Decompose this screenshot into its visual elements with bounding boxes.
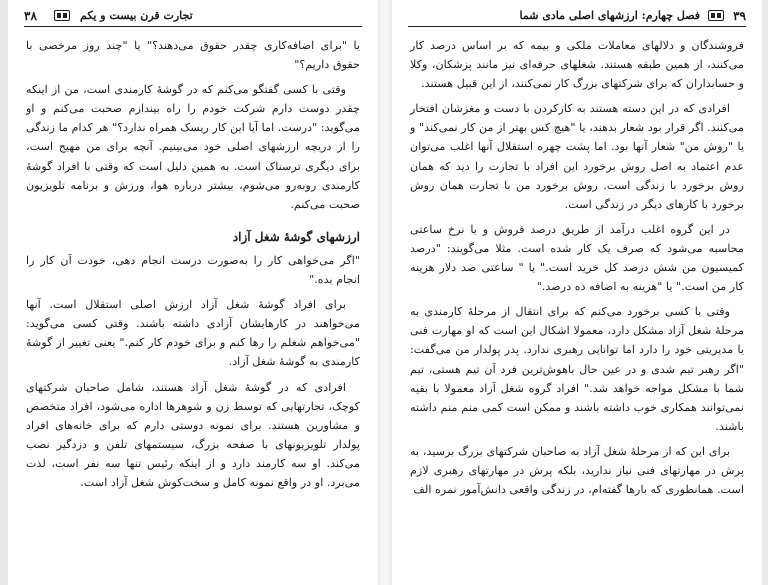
right-page xyxy=(392,0,762,585)
paragraph: برای این که از مرحلهٔ شغل آزاد به صاحبان شرکتهای بزرگ برسید، به پرش در مهارتهای فنی نیاز ندارید، بلکه پرش در مهارتهای رهبری لازم است. همانطوری که بارها گفته‌ام، در زندگی واقعی دانش‌آموز نمره الف xyxy=(410,444,744,497)
paragraph: وقتی با کسی برخورد می‌کنم که برای انتقال از مرحلهٔ کارمندی به مرحلهٔ شغل آزاد مشکل دارد، معمولا اشکال این است که او مهارت فنی یا مدیریتی خود را دارد اما توانایی رهبری ندارد. پدر پولدار من می‌گفت: "اگر رهبر تیم شدی و در عین حال باهوش‌ترین فرد آن تیم هستی، تیم شما با مشکل مواجه خواهد شد." افراد گروه شغل آزاد معمولا با بقیه نمی‌توانند همکاری خوب داشته باشند و ممکن است کمی منم منم داشته باشند. xyxy=(410,305,744,433)
paragraph: افرادی که در گوشهٔ شغل آزاد هستند، شامل صاحبان شرکتهای کوچک، تجارتهایی که توسط زن و شوهرها اداره می‌شود، افراد متخصص و مشاورین هستند. برای نمونه دوستی دارم که برای خانه‌های افراد پولدار تلویزیونهای با صفحه بزرگ، سیستمهای تلفن و دزدگیر نصب می‌کند. او سه کارمند دارد و از اینکه رئیس تنها سه نفر است، لذت می‌برد. او در واقع نمونه کامل و سخت‌کوش شغل آزاد است. xyxy=(26,380,360,489)
page-number: ۳۹ xyxy=(733,9,746,23)
paragraph: افرادی که در این دسته هستند به کارکردن با دست و مغزشان افتخار می‌کنند. اگر قرار بود شعار بدهند، یا "هیچ کس بهتر از من کار نمی‌کند" و یا "روش من" شعار آنها بود. اما پشت چهره استقلال آنها اغلب می‌توان عدم اعتماد به اصل روش برخورد این افراد با تجارت را دید که همان روش برخورد با زندگی است. روش برخورد من با تجارت همان روش برخورد با کارهای دیگر در زندگی است. xyxy=(410,102,744,211)
paragraph: یا "برای اضافه‌کاری چقدر حقوق می‌دهند؟" یا "چند روز مرخصی با حقوق داریم؟" xyxy=(26,39,360,72)
running-title: فصل چهارم: ارزشهای اصلی مادی شما xyxy=(519,9,700,22)
running-title: تجارت قرن بیست و یکم xyxy=(80,9,193,22)
section-heading: ارزشهای گوشهٔ شغل آزاد xyxy=(232,229,360,244)
paragraph: وقتی با کسی گفتگو می‌کنم که در گوشهٔ کارمندی است، من از اینکه چقدر دوست دارم شرکت خودم را راه بیندازم صحبت می‌کنم و او می‌گوید: "درست. اما آیا این کار ریسک همراه ندارد؟" هر کدام ما زندگی را از دریچه ارزشهای اصلی خود می‌بینیم. آنچه برای من مهیج است، برای دیگری ترسناک است. به همین دلیل است که وقتی با افراد گوشهٔ کارمندی روبه‌رو می‌شوم، بیشتر درباره هوا، ورزش و برنامه تلویزیون صحبت می‌کنم. xyxy=(26,83,360,211)
quote: "اگر می‌خواهی کار را به‌صورت درست انجام دهی، خودت آن کار را انجام بده." xyxy=(26,253,360,287)
page-header xyxy=(24,8,362,27)
publisher-logo-icon xyxy=(54,10,70,21)
paragraph: فروشندگان و دلالهای معاملات ملکی و بیمه که بر اساس درصد کار می‌کنند، از همین طبقه هستند. شغلهای حرفه‌ای نیز مانند پزشکان، وکلا و حسابداران که برای شرکتهای بزرگ کار نمی‌کنند، از این قبیل هستند. xyxy=(410,39,744,91)
paragraph: برای افراد گوشهٔ شغل آزاد ارزش اصلی استقلال است. آنها می‌خواهند در کارهایشان آزادی داشته باشند. وقتی کسی می‌گوید: "می‌خواهم شغلم را رها کنم و برای خودم کار کنم." یعنی تغییر از گوشهٔ کارمندی به گوشهٔ شغل آزاد. xyxy=(26,298,360,369)
book-spine xyxy=(379,0,391,585)
publisher-logo-icon xyxy=(708,10,724,21)
left-page xyxy=(8,0,378,585)
paragraph: در این گروه اغلب درآمد از طریق درصد فروش و یا نرخ ساعتی محاسبه می‌شود که صرف یک کار شده است. مثلا می‌گویند: "درصد کمیسیون من شش درصد کل خرید است." یا " ساعتی صد دلار هزینه کار من است." یا "هزینه به اضافه ده درصد." xyxy=(410,222,744,294)
page-header xyxy=(408,8,746,27)
page-body xyxy=(26,36,360,498)
page-body xyxy=(410,36,744,505)
page-number: ۳۸ xyxy=(24,9,37,23)
